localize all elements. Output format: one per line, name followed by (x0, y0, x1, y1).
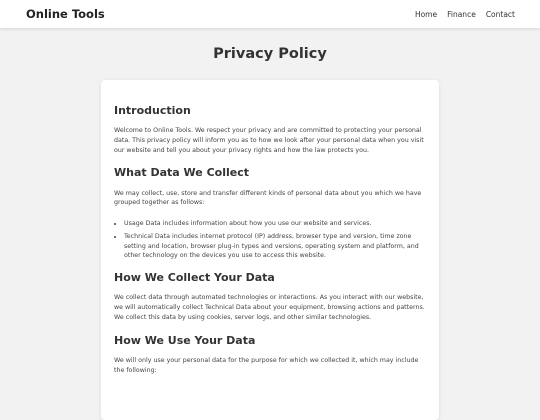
data-types-list (114, 219, 426, 261)
section-text-how-use: We will only use your personal data for the purpose for which we collected it, which may include the following: (114, 356, 419, 374)
section-heading-what-data: What Data We Collect (114, 166, 249, 180)
section-text-what-data: We may collect, use, store and transfer different kinds of personal data about you which we have grouped together as follows: (114, 189, 422, 207)
page-title: Privacy Policy (213, 46, 327, 62)
section-heading-how-use: How We Use Your Data (114, 333, 256, 347)
brand-logo-link[interactable]: Online Tools (26, 7, 105, 21)
section-heading-introduction: Introduction (114, 104, 191, 117)
nav-link-contact[interactable]: Contact (485, 9, 515, 19)
policy-content-card (101, 80, 439, 420)
list-item-technical-data: • Technical Data includes internet protocol (IP) address, browser type and version, time zone setting and location, browser plug-in types and versions, operating system and platform, and other technology on the devices you use to access this website. (124, 232, 426, 261)
top-navbar (0, 0, 540, 28)
list-item-usage-data: • Usage Data includes information about how you use our website and services. (124, 219, 426, 229)
section-text-introduction: Welcome to Online Tools. We respect your privacy and are committed to protecting your personal data. This privacy policy will inform you as to how we look after your personal data when you visit our website and tell you about your privacy rights and how the law protects you. (114, 127, 424, 154)
nav-link-home[interactable]: Home (414, 9, 438, 19)
nav-link-finance[interactable]: Finance (447, 9, 476, 19)
section-heading-how-collect: How We Collect Your Data (114, 271, 275, 285)
section-text-how-collect: We collect data through automated technologies or interactions. As you interact with our website, we will automatically collect Technical Data about your equipment, browsing actions and patterns. We collect this data by using cookies, server logs, and other similar technologies. (114, 294, 425, 321)
nav-links (415, 10, 515, 19)
